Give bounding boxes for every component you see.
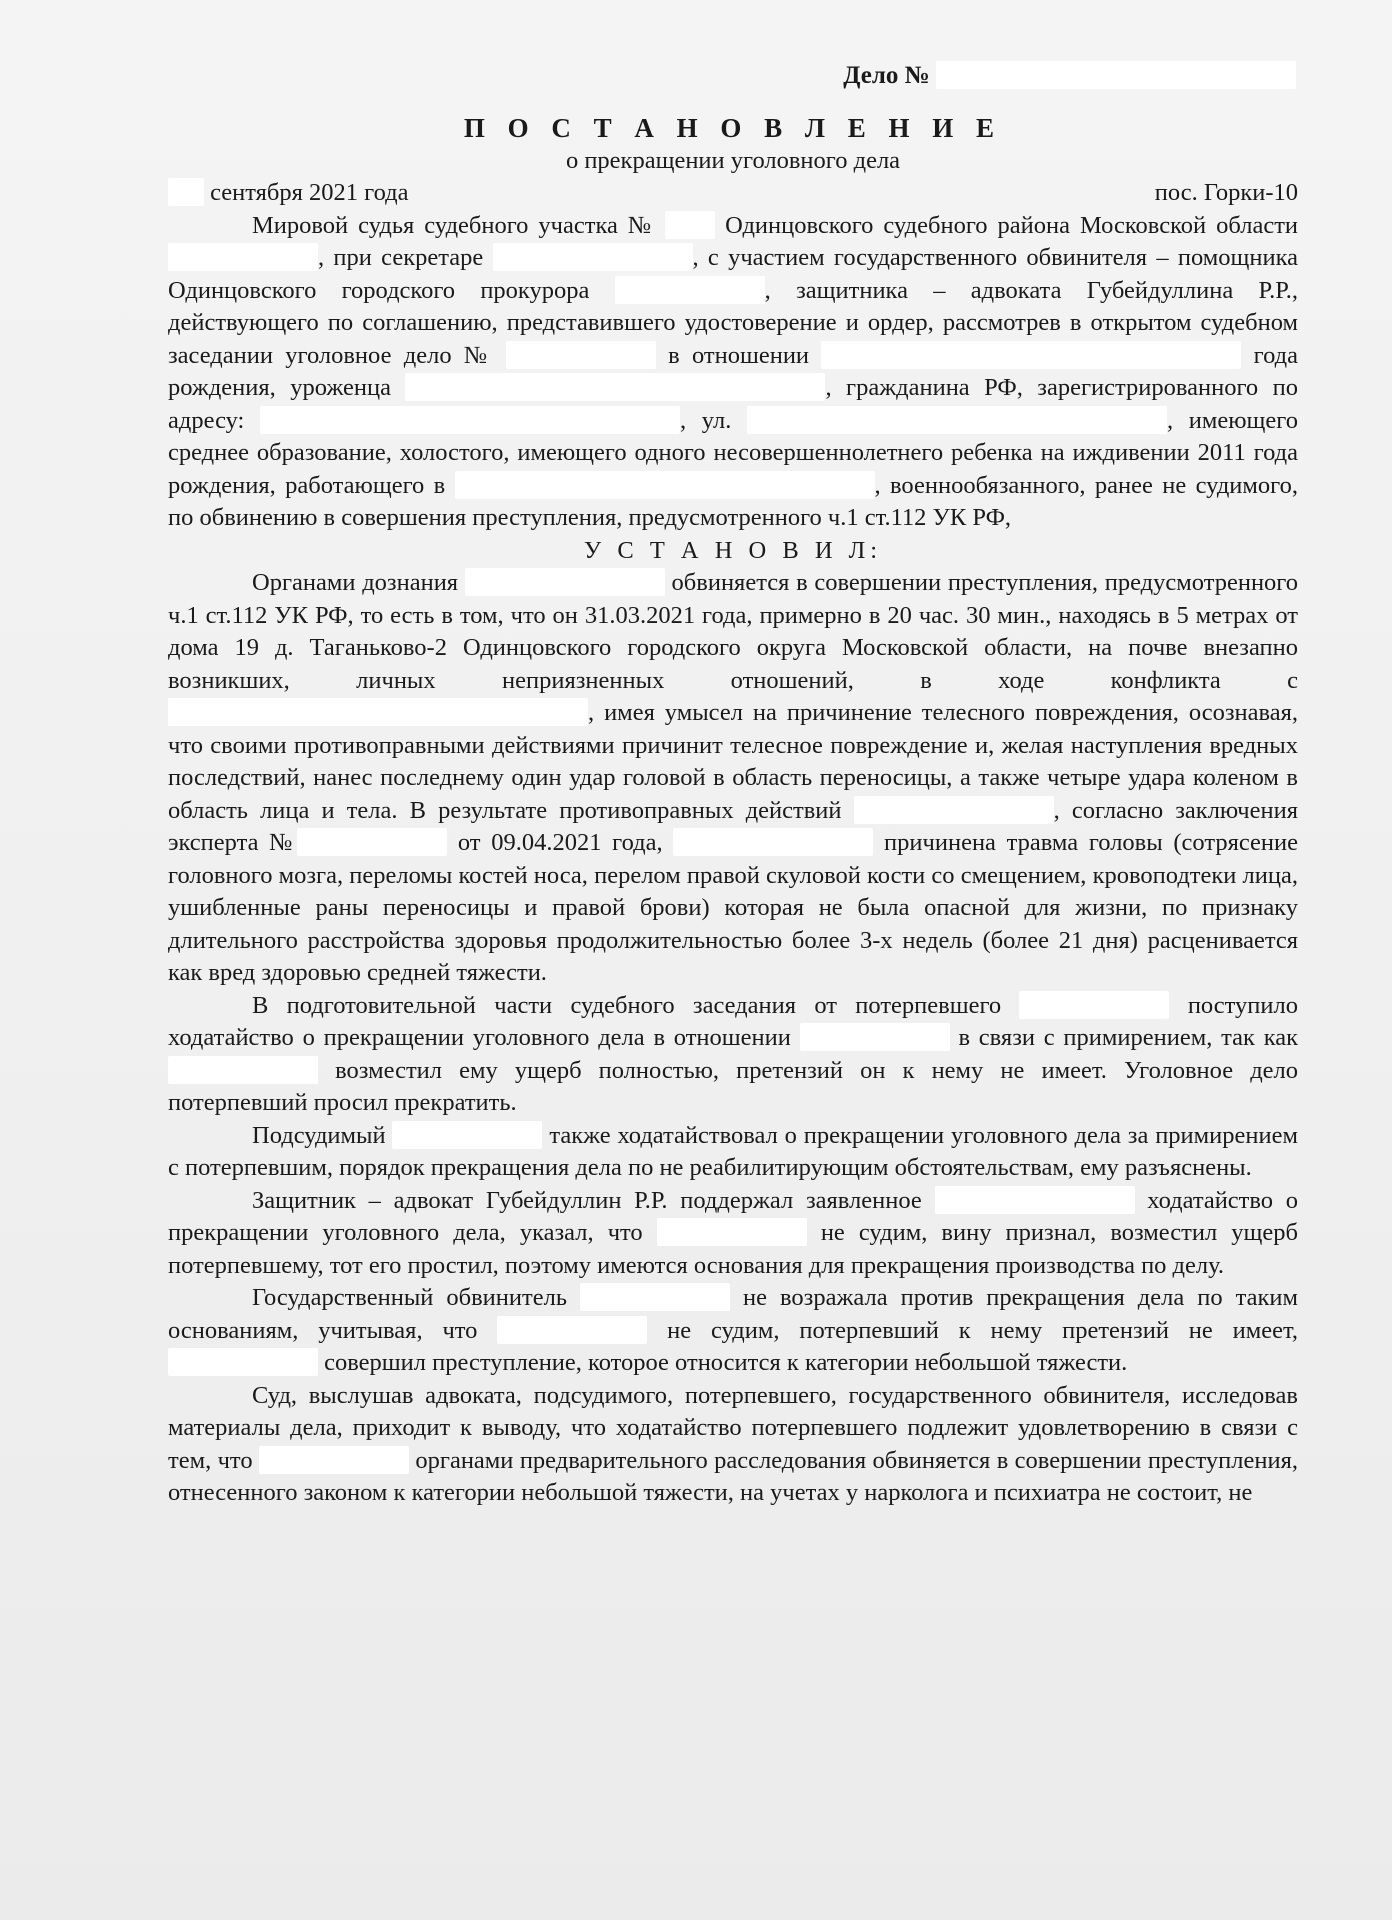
text: в отношении	[668, 341, 810, 369]
redaction	[297, 828, 447, 856]
text: совершил преступление, которое относится к категории небольшой тяжести.	[324, 1349, 1128, 1376]
text: , военнообязанного, ранее не судимого, по обвинению в совершения преступления, предусмотренного ч.1 ст.112 УК РФ,	[168, 471, 1298, 531]
defender-paragraph	[168, 1185, 1298, 1283]
date-text: сентября 2021 года	[210, 179, 409, 206]
text: не возражала против прекращения дела по таким основаниям, учитывая, что	[168, 1284, 1298, 1344]
established-heading: У С Т А Н О В И Л:	[583, 536, 883, 564]
date-place-line	[168, 177, 1298, 210]
redaction	[657, 1218, 807, 1246]
redaction	[405, 373, 825, 401]
redaction	[854, 796, 1054, 824]
redaction	[168, 698, 588, 726]
redaction	[935, 1186, 1135, 1214]
redaction	[168, 178, 204, 206]
victim-motion-paragraph	[168, 990, 1298, 1120]
redaction	[392, 1121, 542, 1149]
text: Подсудимый	[252, 1121, 386, 1149]
text: , с участием государственного обвинителя – помощника Одинцовского городского прокурора	[168, 244, 1298, 304]
redaction	[168, 1056, 318, 1084]
case-number-line	[168, 60, 1298, 104]
text: не судим, потерпевший к нему претензий не имеет,	[667, 1316, 1299, 1344]
redaction	[493, 243, 693, 271]
text: , при секретаре	[318, 244, 484, 271]
redaction	[580, 1283, 730, 1311]
text: В подготовительной части судебного заседания от потерпевшего	[252, 991, 1002, 1019]
document-subtitle: о прекращении уголовного дела	[565, 146, 901, 174]
redaction	[800, 1023, 950, 1051]
accusation-paragraph	[168, 567, 1298, 990]
text: ходатайство о прекращении уголовного дела, указал, что	[168, 1186, 1299, 1246]
redaction	[259, 1446, 409, 1474]
document-title: П О С Т А Н О В Л Е Н И Е	[463, 113, 1003, 143]
text: , защитника – адвоката Губейдуллина Р.Р., действующего по соглашению, представившего удостоверение и ордер, рассмотрев в открытом судебном заседании уголовное дело №	[168, 276, 1299, 369]
redaction	[821, 341, 1241, 369]
redaction	[673, 828, 873, 856]
text: Одинцовского судебного района Московской области	[725, 211, 1299, 239]
text: года рождения, уроженца	[168, 341, 1298, 401]
text: , имеющего среднее образование, холостого, имеющего одного несовершеннолетнего ребенка на иждивении 2011 года рождения, работающего в	[168, 406, 1298, 499]
text: , гражданина РФ, зарегистрированного по адресу:	[168, 374, 1298, 434]
redaction	[455, 471, 875, 499]
defendant-paragraph	[168, 1120, 1298, 1185]
text: Мировой судья судебного участка №	[252, 211, 656, 239]
text: , согласно заключения эксперта №	[168, 796, 1298, 856]
text: , имея умысел на причинение телесного повреждения, осознавая, что своими противоправными действиями причинит телесное повреждение и, желая наступления вредных последствий, нанес последнему один удар головой в область переносицы, а также четыре удара коленом в область лица и тела. В результате противоправных действий	[168, 699, 1298, 824]
text: обвиняется в совершении преступления, предусмотренного ч.1 ст.112 УК РФ, то есть в том, что он 31.03.2021 года, примерно в 20 час. 30 мин., находясь в 5 метрах от дома 19 д. Таганьково-2 Одинцовского городского округа Московской области, на почве внезапно возникших, личных неприязненных отношений, в ходе конфликта с	[168, 569, 1298, 694]
redaction	[497, 1316, 647, 1344]
text: Суд, выслушав адвоката, подсудимого, потерпевшего, государственного обвинителя, исследовав материалы дела, приходит к выводу, что ходатайство потерпевшего подлежит удовлетворению в связи с тем, что	[168, 1381, 1298, 1474]
redaction	[665, 211, 715, 239]
redaction	[168, 243, 318, 271]
text: не судим, вину признал, возместил ущерб потерпевшему, тот его простил, поэтому имеются основания для прекращения производства по делу.	[168, 1219, 1298, 1279]
text: поступило ходатайство о прекращении уголовного дела в отношении	[168, 991, 1298, 1051]
court-paragraph	[168, 1380, 1298, 1510]
redaction	[615, 276, 765, 304]
intro-paragraph	[168, 210, 1298, 535]
date	[168, 177, 409, 210]
text: Государственный обвинитель	[252, 1284, 567, 1311]
redaction	[936, 61, 1296, 89]
text: органами предварительного расследования обвиняется в совершении преступления, отнесенного законом к категории небольшой тяжести, на учетах у нарколога и психиатра не состоит, не	[168, 1446, 1299, 1506]
redaction	[465, 568, 665, 596]
case-number-label: Дело №	[843, 62, 930, 89]
text: Защитник – адвокат Губейдуллин Р.Р. поддержал заявленное	[252, 1186, 922, 1214]
text: причинена травма головы (сотрясение головного мозга, переломы костей носа, перелом правой скуловой кости со смещением, кровоподтеки лица, ушибленные раны переносицы и правой брови) которая не была опасной для жизни, по признаку длительного расстройства здоровья продолжительностью более 3-х недель (более 21 дня) расценивается как вред здоровью средней тяжести.	[168, 829, 1299, 986]
court-ruling	[168, 60, 1298, 1510]
text: возместил ему ущерб полностью, претензий он к нему не имеет. Уголовное дело потерпевший просил прекратить.	[168, 1056, 1299, 1116]
redaction	[168, 1348, 318, 1376]
text: в связи с примирением, так как	[958, 1024, 1299, 1051]
redaction	[747, 406, 1167, 434]
redaction	[1019, 991, 1169, 1019]
prosecutor-paragraph	[168, 1282, 1298, 1380]
text: от 09.04.2021 года,	[457, 829, 663, 856]
text: Органами дознания	[252, 569, 459, 596]
text: также ходатайствовал о прекращении уголовного дела за примирением с потерпевшим, порядок прекращения дела по не реабилитирующим обстоятельствам, ему разъяснены.	[168, 1121, 1299, 1181]
redaction	[506, 341, 656, 369]
place: пос. Горки-10	[1154, 179, 1298, 206]
text: , ул.	[680, 406, 732, 434]
redaction	[260, 406, 680, 434]
